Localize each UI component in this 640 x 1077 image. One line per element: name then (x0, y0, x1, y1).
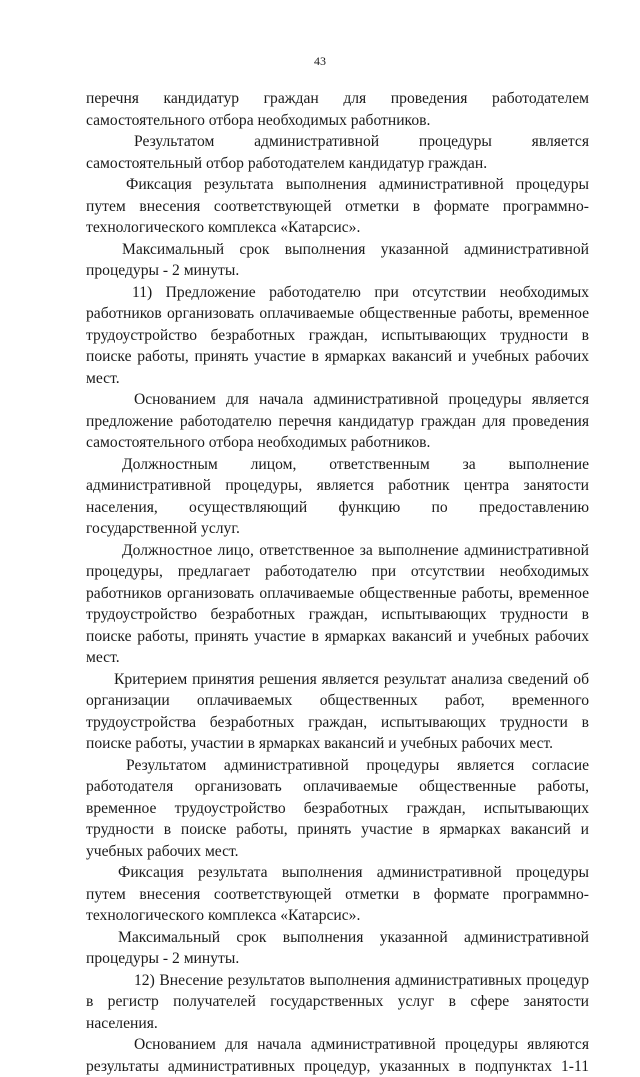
paragraph-5: 11) Предложение работодателю при отсутствии необходимых работников организовать оплачиваемые общественные работы, временное трудоустройство безработных граждан, испытывающих трудности в поиске работы, принять участие в ярмарках вакансий и учебных рабочих мест. (86, 283, 589, 387)
paragraph-13: 12) Внесение результатов выполнения административных процедур в регистр получателей государственных услуг в сфере занятости населения. (86, 971, 589, 1032)
paragraph-4: Максимальный срок выполнения указанной административной процедуры - 2 минуты. (86, 240, 589, 279)
paragraph-14: Основанием для начала административной процедуры являются результаты административных процедур, указанных в подпунктах 1-11 (86, 1036, 589, 1075)
paragraph-12: Максимальный срок выполнения указанной административной процедуры - 2 минуты. (86, 928, 589, 967)
paragraph-6: Основанием для начала административной процедуры является предложение работодателю перечня кандидатур граждан для проведения самостоятельного отбора необходимых работников. (86, 391, 589, 451)
paragraph-7: Должностным лицом, ответственным за выполнение административной процедуры, является работник центра занятости населения, осуществляющий функцию по предоставлению государственной услуг. (86, 455, 589, 537)
paragraph-11: Фиксация результата выполнения административной процедуры путем внесения соответствующей отметки в формате программно-технологического комплекса «Катарсис». (86, 864, 589, 924)
paragraph-8: Должностное лицо, ответственное за выполнение административной процедуры, предлагает работодателю при отсутствии необходимых работников организовать оплачиваемые общественные работы, временное трудоустройство безработных граждан, испытывающих трудности в поиске работы, принять участие в ярмарках вакансий и учебных рабочих мест. (86, 541, 589, 666)
paragraph-1: перечня кандидатур граждан для проведения работодателем самостоятельного отбора необходимых работников. (86, 90, 589, 129)
document-body (86, 88, 589, 1077)
page-number: 43 (314, 54, 326, 68)
paragraph-9: Критерием принятия решения является результат анализа сведений об организации оплачиваемых общественных работ, временного трудоустройства безработных граждан, испытывающих трудности в поиске работы, участии в ярмарках вакансий и учебных рабочих мест. (86, 670, 589, 752)
paragraph-3: Фиксация результата выполнения административной процедуры путем внесения соответствующей отметки в формате программно-технологического комплекса «Катарсис». (86, 176, 589, 236)
paragraph-2: Результатом административной процедуры является самостоятельный отбор работодателем кандидатур граждан. (86, 133, 589, 172)
paragraph-10: Результатом административной процедуры является согласие работодателя организовать оплачиваемые общественные работы, временное трудоустройство безработных граждан, испытывающих трудности в поиске работы, принять участие в ярмарках вакансий и учебных рабочих мест. (86, 756, 589, 860)
